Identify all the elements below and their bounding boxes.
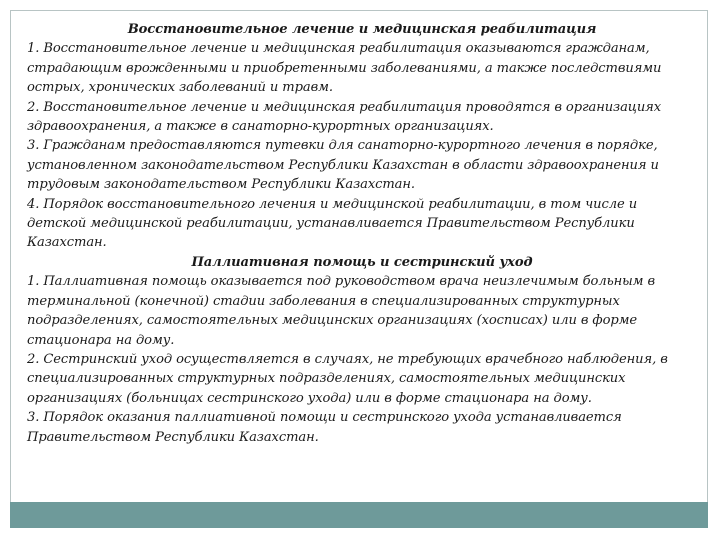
footer-bar <box>10 502 708 528</box>
paragraph: 4. Порядок восстановительного лечения и медицинской реабилитации, в том числе и детской медицинской реабилитации, устанавливается Правительством Республики Казахстан. <box>27 196 638 251</box>
section-title-palliative: Паллиативная помощь и сестринский уход <box>191 254 533 270</box>
paragraph: 3. Гражданам предоставляются путевки для санаторно-курортного лечения в порядке, установленном законодательством Республики Казахстан в области здравоохранения и трудовым законодательством Республики Казахстан. <box>27 138 659 193</box>
paragraph: 1. Восстановительное лечение и медицинская реабилитация оказываются гражданам, страдающим врожденными и приобретенными заболеваниями, а также последствиями острых, хронических заболеваний и травм. <box>27 41 662 96</box>
paragraph: 1. Паллиативная помощь оказывается под руководством врача неизлечимым больным в терминальной (конечной) стадии заболевания в специализированных структурных подразделениях, самостоятельных медицинских организациях (хосписах) или в форме стационара на дому. <box>27 274 656 348</box>
slide-content <box>27 20 697 447</box>
section-title-rehabilitation: Восстановительное лечение и медицинская реабилитация <box>127 22 597 37</box>
paragraph: 2. Восстановительное лечение и медицинская реабилитация проводятся в организациях здравоохранения, а также в санаторно-курортных организациях. <box>27 99 662 135</box>
paragraph: 2. Сестринский уход осуществляется в случаях, не требующих врачебного наблюдения, в специализированных структурных подразделениях, самостоятельных медицинских организациях (больницах сестринского ухода) или в форме стационара на дому. <box>27 351 668 406</box>
paragraph: 3. Порядок оказания паллиативной помощи и сестринского ухода устанавливается Правительством Республики Казахстан. <box>27 410 622 445</box>
